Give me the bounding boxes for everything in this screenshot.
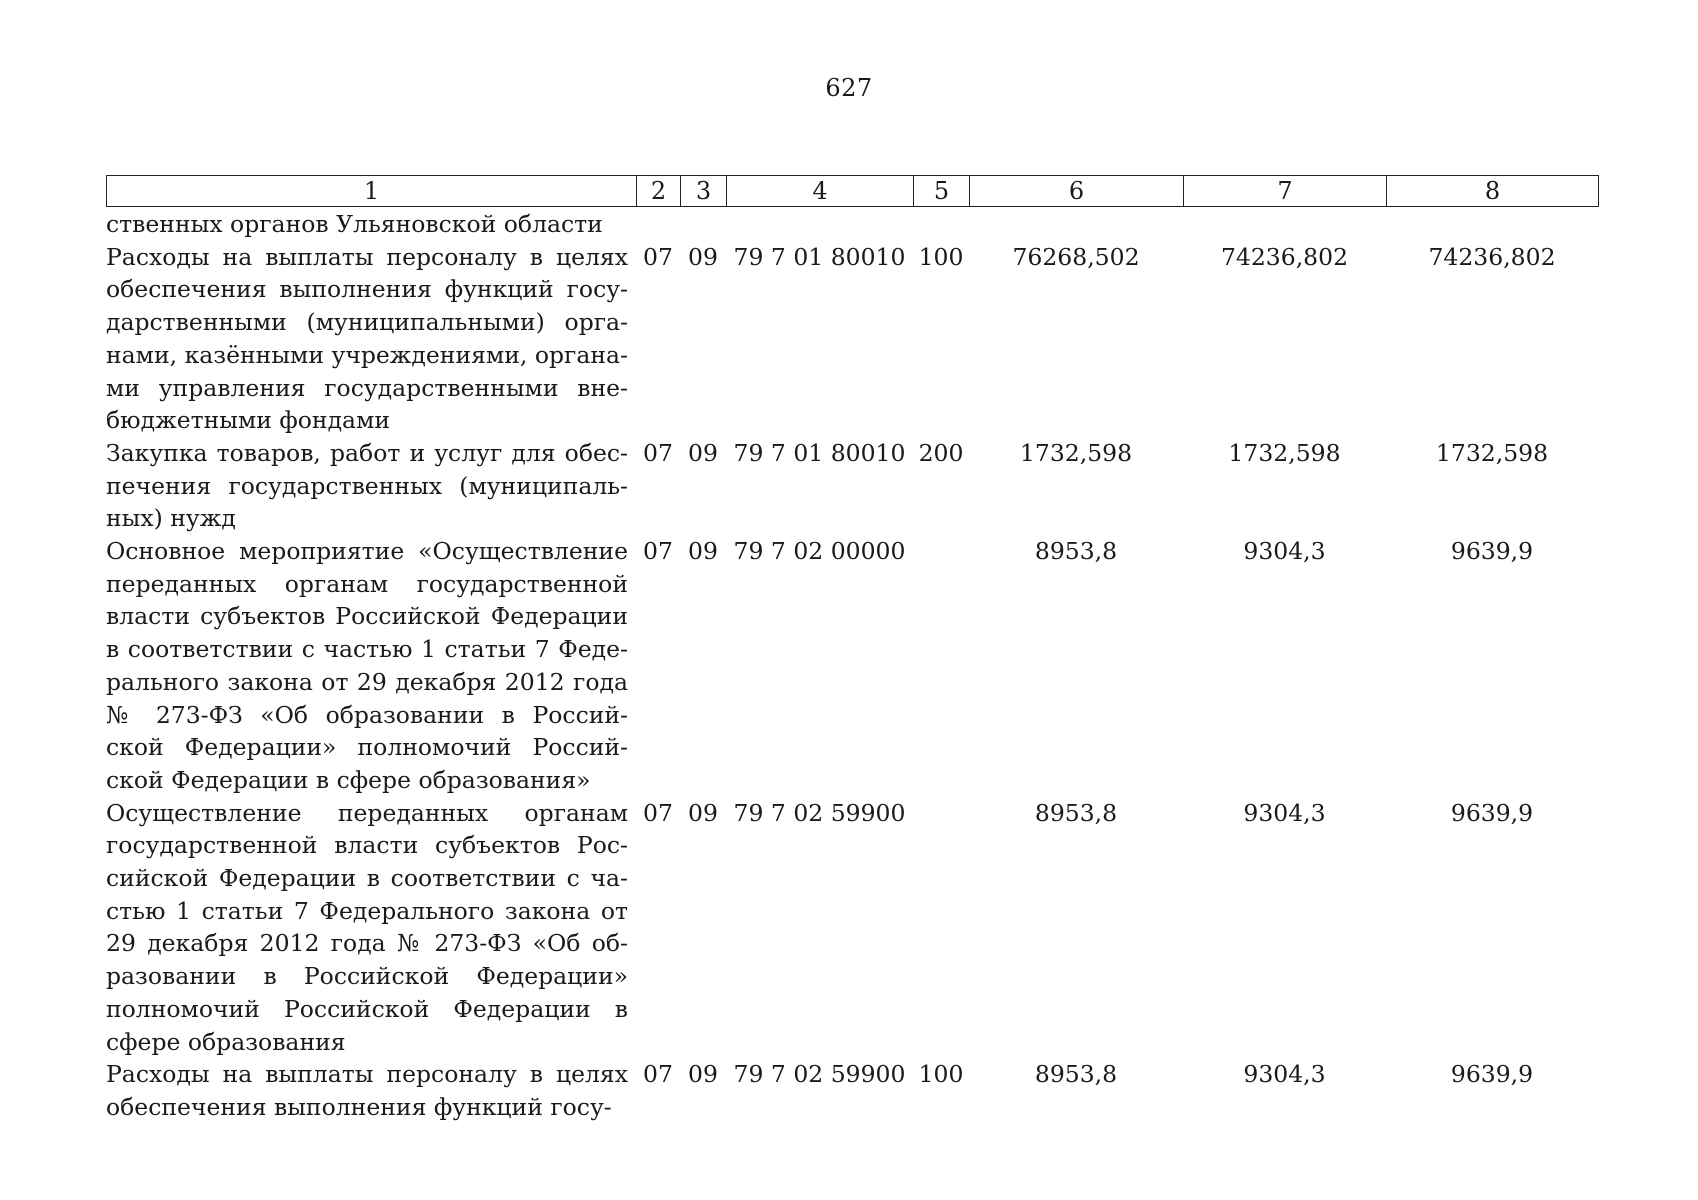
description-line: Расходы на выплаты персоналу в целях [106,1060,628,1089]
amount-year-1: 76268,502 [1012,242,1140,271]
section-code: 07 [643,242,673,271]
description-line: ской Федерации» полномочий Россий- [106,733,628,762]
section-code: 07 [643,1060,673,1089]
description-line: бюджетными фондами [106,406,391,435]
amount-year-2: 74236,802 [1220,242,1349,271]
row-description [106,437,636,535]
description-line: ственных органов Ульяновской области [106,210,603,238]
expense-type-code: 200 [918,438,964,467]
expense-type-code [913,797,969,1059]
amount-year-3: 9639,9 [1450,1060,1534,1089]
description-line: ных) нужд [106,504,236,533]
table-row [106,241,1598,437]
budget-table [106,208,1598,1124]
target-item-code: 79 7 02 59900 [733,1060,906,1089]
section-code: 07 [643,798,673,827]
subsection-code [680,208,726,241]
description-line: Осуществление переданных органам [106,798,628,827]
amount-year-1: 8953,8 [1034,1060,1118,1089]
description-line: сфере образования [106,1027,346,1056]
description-line: рального закона от 29 декабря 2012 года [106,667,628,696]
header-col-3: 3 [681,176,727,207]
target-item-code: 79 7 02 59900 [733,798,906,827]
target-item-code [726,208,913,241]
table-row [106,208,1598,241]
subsection-code: 09 [688,798,718,827]
description-line: сийской Федерации в соответствии с ча- [106,864,628,893]
amount-year-3 [1386,208,1598,241]
subsection-code: 09 [688,438,718,467]
description-line: 29 декабря 2012 года № 273-ФЗ «Об об- [106,929,628,958]
description-line: ской Федерации в сфере образования» [106,765,591,794]
description-line: полномочий Российской Федерации в [106,994,628,1023]
header-col-1: 1 [363,177,380,205]
amount-year-2 [1183,208,1386,241]
subsection-code: 09 [688,242,718,271]
expense-type-code: 100 [918,1060,964,1089]
description-line: государственной власти субъектов Рос- [106,831,628,860]
header-col-2: 2 [637,176,681,207]
table-row [106,535,1598,797]
amount-year-3: 1732,598 [1435,438,1549,467]
description-line: Закупка товаров, работ и услуг для обес- [106,438,628,467]
amount-year-2: 9304,3 [1243,1060,1326,1089]
amount-year-3: 74236,802 [1428,242,1556,271]
description-line: обеспечения выполнения функций госу- [106,1092,612,1121]
row-description [106,1058,636,1123]
description-line: Расходы на выплаты персоналу в целях [106,242,628,271]
subsection-code: 09 [688,537,718,566]
target-item-code: 79 7 01 80010 [733,438,906,467]
header-col-8: 8 [1387,176,1599,207]
amount-year-3: 9639,9 [1450,537,1534,566]
expense-type-code: 100 [918,242,964,271]
amount-year-1: 1732,598 [1019,438,1133,467]
target-item-code: 79 7 02 00000 [733,537,906,566]
subsection-code: 09 [688,1060,718,1089]
target-item-code: 79 7 01 80010 [733,242,906,271]
amount-year-2: 9304,3 [1243,537,1326,566]
description-line: нами, казёнными учреждениями, органа- [106,340,628,369]
table-row [106,437,1598,535]
header-col-4: 4 [727,176,914,207]
header-col-5: 5 [914,176,970,207]
page-number: 627 [825,74,873,102]
row-description [106,535,636,797]
description-line: № 273-ФЗ «Об образовании в Россий- [106,700,628,729]
column-number-header [106,175,1599,207]
description-line: в соответствии с частью 1 статьи 7 Феде- [106,635,628,664]
description-line: власти субъектов Российской Федерации [106,602,628,631]
description-line: обеспечения выполнения функций госу- [106,275,628,304]
section-code: 07 [643,537,673,566]
amount-year-2: 1732,598 [1228,438,1341,467]
section-code: 07 [643,438,673,467]
description-line: Основное мероприятие «Осуществление [106,537,628,566]
amount-year-2: 9304,3 [1243,798,1326,827]
amount-year-1 [969,208,1183,241]
row-description [106,241,636,437]
amount-year-1: 8953,8 [1034,798,1118,827]
description-line: разовании в Российской Федерации» [106,962,628,991]
header-col-6: 6 [970,176,1184,207]
description-line: дарственными (муниципальными) орга- [106,308,628,337]
header-col-7: 7 [1184,176,1387,207]
description-line: ми управления государственными вне- [106,373,628,402]
table-row [106,1058,1598,1123]
row-description [106,797,636,1059]
expense-type-code [913,208,969,241]
amount-year-1: 8953,8 [1034,537,1118,566]
table-row [106,797,1598,1059]
description-line: печения государственных (муниципаль- [106,471,628,500]
description-line: стью 1 статьи 7 Федерального закона от [106,896,628,925]
description-line: переданных органам государственной [106,569,628,598]
amount-year-3: 9639,9 [1450,798,1534,827]
expense-type-code [913,535,969,797]
section-code [636,208,680,241]
row-description [106,208,636,241]
